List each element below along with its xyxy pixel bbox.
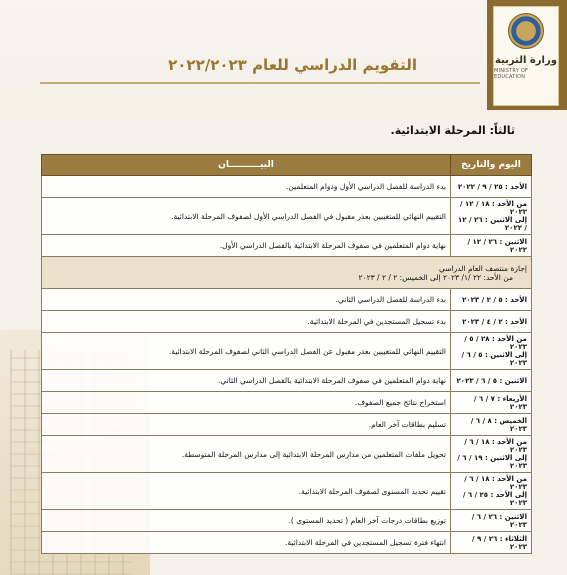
date-cell: من الأحد : ١٨ / ٦ / ٢٠٢٣ إلى الاثنين : ١٩ / ٦ / ٢٠٢٣ (451, 436, 532, 473)
statement-cell: نهاية دوام المتعلمين في صفوف المرحلة الابتدائية بالفصل الدراسي الأول. (42, 235, 451, 257)
table-row (42, 414, 532, 436)
statement-cell: تسليم بطاقات آخر العام. (42, 414, 451, 436)
table-row (42, 392, 532, 414)
table-row (42, 198, 532, 235)
page-title: التقويم الدراسي للعام ٢٠٢٢/٢٠٢٣ (168, 56, 417, 74)
date-cell: الأربعاء : ٧ / ٦ / ٢٠٢٣ (451, 392, 532, 414)
calendar-table (41, 154, 532, 554)
table-row (42, 333, 532, 370)
date-cell: الاثنين : ٢٦ / ١٢ / ٢٠٢٢ (451, 235, 532, 257)
logo-name: وزارة التربية (495, 55, 557, 66)
table-row (42, 473, 532, 510)
table-header-row (42, 155, 532, 176)
statement-cell: التقييم النهائي للمتغيبين بعذر مقبول في الفصل الدراسي الأول لصفوف المرحلة الابتدائية. (42, 198, 451, 235)
table-row (42, 235, 532, 257)
date-cell: الثلاثاء : ٢٦ / ٩ / ٢٠٢٣ (451, 532, 532, 554)
statement-cell: تحويل ملفات المتعلمين من مدارس المرحلة الابتدائية إلى مدارس المرحلة المتوسطة. (42, 436, 451, 473)
statement-cell: نهاية دوام المتعلمين في صفوف المرحلة الابتدائية بالفصل الدراسي الثاني. (42, 370, 451, 392)
date-cell: الأحد : ٢٥ / ٩ / ٢٠٢٢ (451, 176, 532, 198)
title-divider (40, 82, 480, 84)
date-cell: الاثنين : ٥ / ٦ / ٢٠٢٣ (451, 370, 532, 392)
table-row (42, 289, 532, 311)
header-date: اليوم والتاريخ (451, 155, 532, 176)
table-row (42, 370, 532, 392)
table-row (42, 436, 532, 473)
table-body (42, 176, 532, 554)
table-row-break (42, 257, 532, 289)
statement-cell: بدء تسجيل المستجدين في المرحلة الابتدائية. (42, 311, 451, 333)
date-cell: من الأحد : ١٨ / ١٢ / ٢٠٢٢ إلى الاثنين : ٢٦ / ١٢ / ٢٠٢٢ (451, 198, 532, 235)
date-cell: الاثنين : ٢٦ / ٦ / ٢٠٢٣ (451, 510, 532, 532)
break-cell (42, 257, 532, 289)
logo-subtitle: MINISTRY OF EDUCATION (494, 68, 529, 80)
table-row (42, 311, 532, 333)
date-cell: الأحد : ٢ / ٤ / ٢٠٢٣ (451, 311, 532, 333)
break-dates: من الأحد: ٢٢ /١/ ٢٠٢٣ إلى الخميس: ٢ / ٢ / ٢٠٢٣ (358, 272, 513, 282)
section-title: ثالثاً: المرحلة الابتدائية. (390, 124, 515, 137)
date-cell: من الأحد : ٢٨ / ٥ / ٢٠٢٣ إلى الاثنين : ٥ / ٦ / ٢٠٢٣ (451, 333, 532, 370)
statement-cell: التقييم النهائي للمتغيبين بعذر مقبول عن الفصل الدراسي الثاني لصفوف المرحلة الابتدائية. (42, 333, 451, 370)
break-title: إجازة منتصف العام الدراسي (439, 263, 527, 273)
statement-cell: تقييم تحديد المستوى لصفوف المرحلة الابتدائية. (42, 473, 451, 510)
statement-cell: انتهاء فترة تسجيل المستجدين في المرحلة الابتدائية. (42, 532, 451, 554)
table-row (42, 510, 532, 532)
date-cell: الأحد : ٥ / ٢ / ٢٠٢٣ (451, 289, 532, 311)
table-row (42, 532, 532, 554)
table-row (42, 176, 532, 198)
ministry-logo (493, 6, 559, 106)
statement-cell: بدء الدراسة للفصل الدراسي الثاني. (42, 289, 451, 311)
statement-cell: توزيع بطاقات درجات آخر العام ( تحديد المستوى ). (42, 510, 451, 532)
date-cell: الخميس : ٨ / ٦ / ٢٠٢٣ (451, 414, 532, 436)
statement-cell: بدء الدراسة للفصل الدراسي الأول ودوام المتعلمين. (42, 176, 451, 198)
header-statement: البيــــــــــان (42, 155, 451, 176)
calendar-table-container (41, 154, 532, 554)
statement-cell: استخراج نتائج جميع الصفوف. (42, 392, 451, 414)
date-cell: من الأحد : ١٨ / ٦ / ٢٠٢٣ إلى الأحد : ٢٥ / ٦ / ٢٠٢٣ (451, 473, 532, 510)
emblem-icon (508, 13, 544, 49)
